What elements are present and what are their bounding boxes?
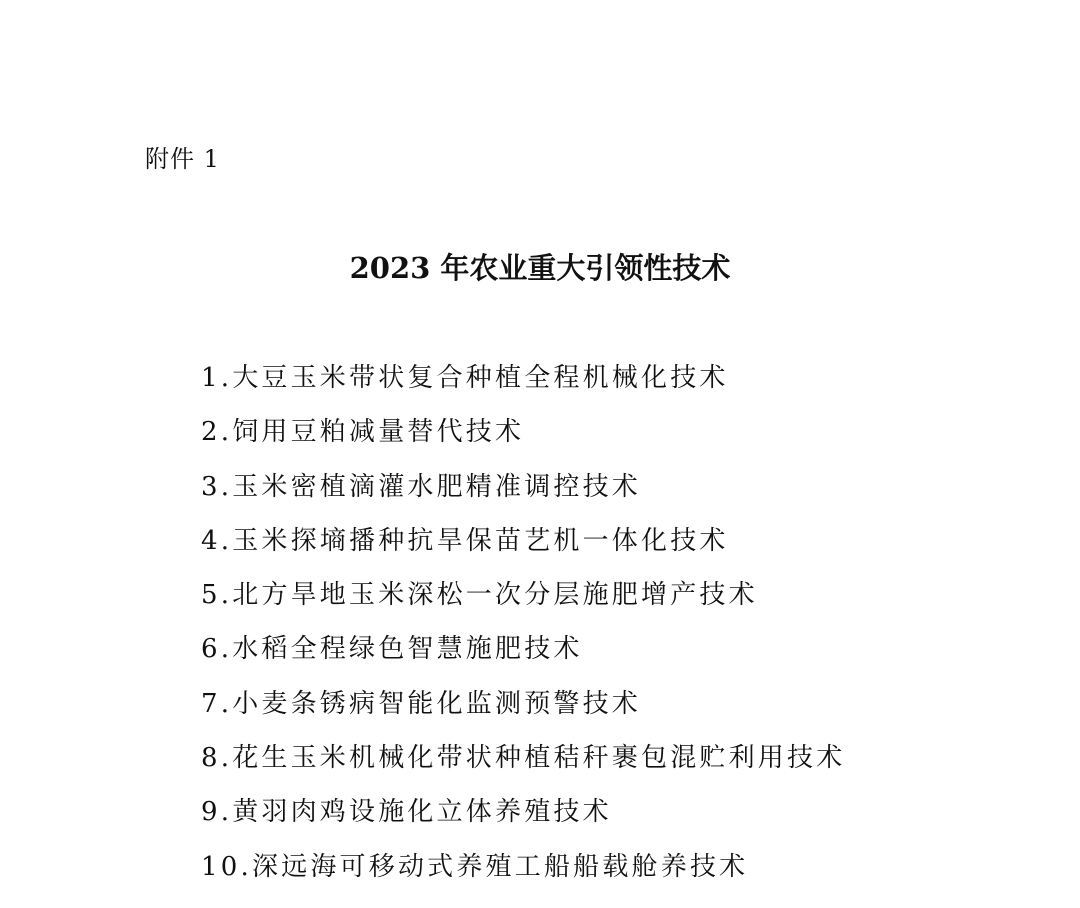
list-item: 1.大豆玉米带状复合种植全程机械化技术 bbox=[201, 363, 729, 393]
list-item: 3.玉米密植滴灌水肥精准调控技术 bbox=[201, 471, 642, 502]
list-item: 9.黄羽肉鸡设施化立体养殖技术 bbox=[201, 797, 612, 828]
list-item: 2.饲用豆粕减量替代技术 bbox=[201, 417, 525, 448]
list-item: 6.水稻全程绿色智慧施肥技术 bbox=[201, 634, 583, 665]
list-item: 5.北方旱地玉米深松一次分层施肥增产技术 bbox=[201, 580, 758, 611]
list-item: 8.花生玉米机械化带状种植秸秆裹包混贮利用技术 bbox=[201, 743, 846, 774]
attachment-label: 附件 1 bbox=[145, 145, 220, 173]
list-item: 4.玉米探墒播种抗旱保苗艺机一体化技术 bbox=[201, 525, 729, 556]
document-title: 2023 年农业重大引领性技术 bbox=[349, 251, 731, 285]
list-item: 10.深远海可移动式养殖工船船载舱养技术 bbox=[201, 851, 749, 882]
technology-list bbox=[201, 358, 845, 901]
list-item: 7.小麦条锈病智能化监测预警技术 bbox=[201, 688, 642, 719]
